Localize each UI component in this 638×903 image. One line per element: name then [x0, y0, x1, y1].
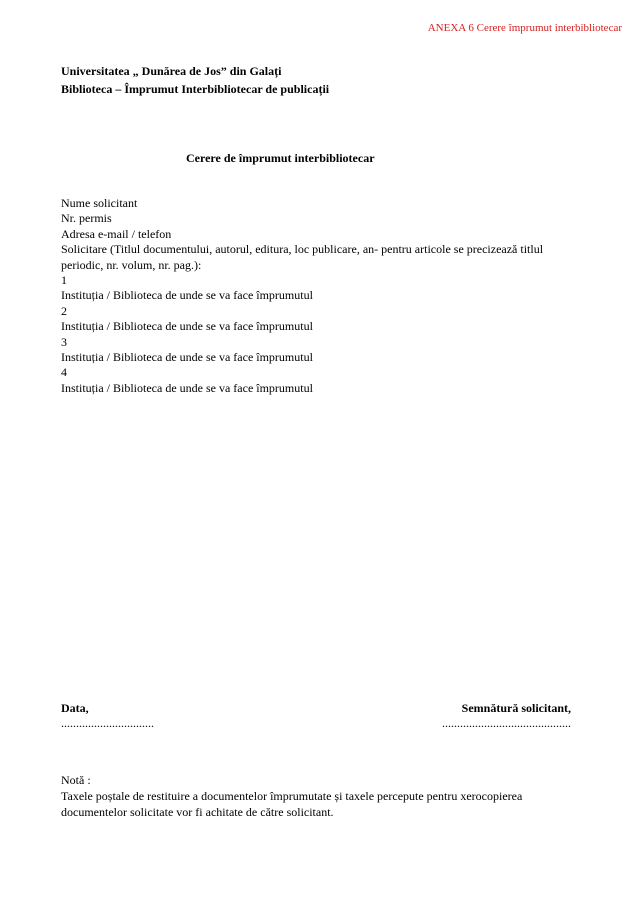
form-line[interactable]: Instituția / Biblioteca de unde se va face împrumutul: [61, 319, 313, 334]
note-label: Notă :: [61, 773, 91, 787]
applicant-signature-block: [442, 701, 571, 731]
date-field[interactable]: ...............................: [61, 716, 154, 730]
form-line[interactable]: 2: [61, 303, 67, 318]
form-line[interactable]: Adresa e-mail / telefon: [61, 226, 172, 241]
form-line[interactable]: 4: [61, 365, 67, 380]
form-line[interactable]: 3: [61, 334, 67, 349]
library-name: Biblioteca – Împrumut Interbibliotecar de publicații: [61, 82, 330, 96]
annex-label: ANEXA 6 Cerere împrumut interbibliotecar: [427, 22, 622, 34]
date-block: [61, 701, 154, 731]
signature-field[interactable]: ...........................................: [442, 716, 571, 730]
form-line[interactable]: Nume solicitant: [61, 196, 138, 210]
form-fields: [61, 196, 581, 396]
form-title: Cerere de împrumut interbibliotecar: [186, 151, 375, 165]
form-line[interactable]: 1: [61, 273, 67, 288]
form-line[interactable]: Instituția / Biblioteca de unde se va face împrumutul: [61, 350, 313, 365]
form-line[interactable]: Solicitare (Titlul documentului, autorul, editura, loc publicare, an- pentru articole se precizează titlul periodic, nr. volum, nr. pag.):: [61, 242, 544, 272]
signature-label: Semnătură solicitant,: [461, 701, 571, 715]
institution-header: [61, 62, 329, 98]
university-name: Universitatea „ Dunărea de Jos” din Galați: [61, 64, 282, 78]
note-text: Taxele poștale de restituire a documentelor împrumutate și taxele percepute pentru xerocopierea documentelor solicitate vor fi achitate de către solicitant.: [61, 789, 523, 819]
form-line[interactable]: Instituția / Biblioteca de unde se va face împrumutul: [61, 288, 313, 303]
form-line[interactable]: Nr. permis: [61, 211, 112, 226]
note-block: [61, 772, 581, 820]
date-label: Data,: [61, 701, 89, 715]
form-line[interactable]: Instituția / Biblioteca de unde se va face împrumutul: [61, 380, 313, 395]
